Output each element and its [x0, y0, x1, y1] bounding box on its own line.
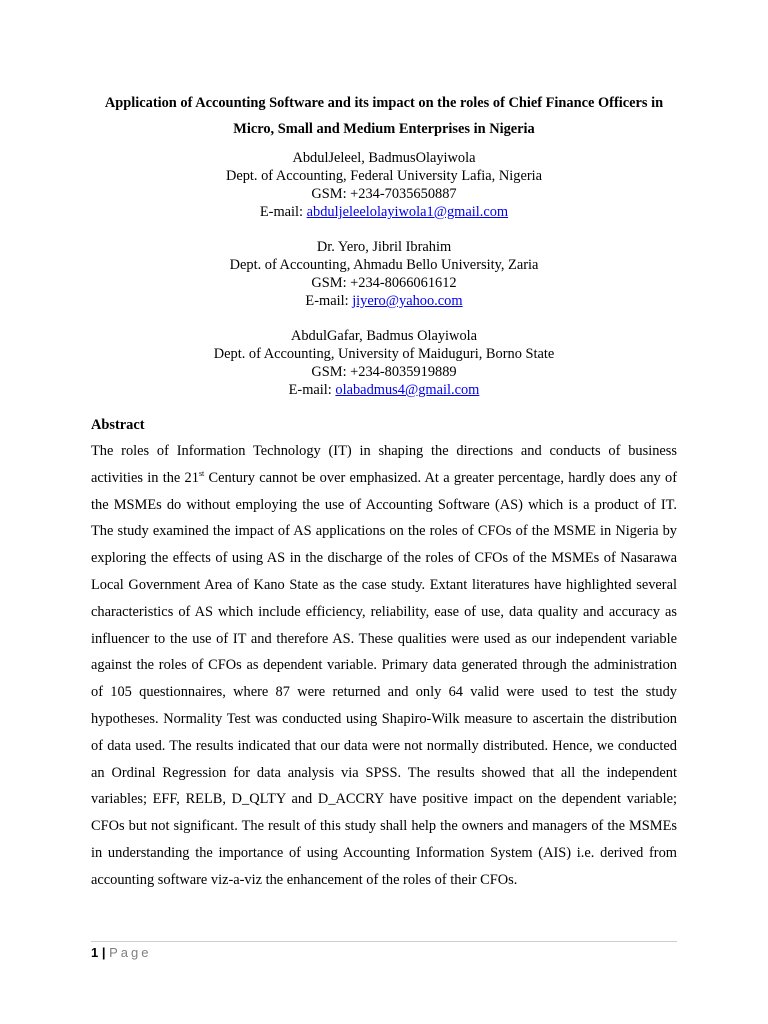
author-block-3 [91, 327, 677, 399]
page-word: Page [109, 945, 152, 960]
author-gsm: GSM: +234-8035919889 [311, 364, 457, 380]
author-name: AbdulGafar, Badmus Olayiwola [290, 328, 478, 344]
paper-title [91, 90, 677, 142]
abstract-heading: Abstract [91, 417, 145, 433]
author-email-link[interactable]: jiyero@yahoo.com [352, 293, 463, 309]
author-gsm: GSM: +234-7035650887 [311, 186, 457, 202]
paper-page [91, 90, 677, 894]
email-label: E-mail: [288, 382, 336, 398]
email-label: E-mail: [259, 204, 307, 220]
page-number: 1 [91, 945, 99, 960]
author-email-link[interactable]: olabadmus4@gmail.com [335, 382, 480, 398]
author-email-line [91, 203, 677, 221]
abstract-part-1: The roles of Information Technology (IT) in shaping the directions and conducts of business activities in the 21 [91, 443, 677, 486]
author-dept: Dept. of Accounting, Ahmadu Bello University, Zaria [229, 257, 539, 273]
author-name: AbdulJeleel, BadmusOlayiwola [292, 150, 476, 166]
page-separator: | [101, 945, 106, 960]
abstract-part-2: Century cannot be over emphasized. At a greater percentage, hardly does any of the MSMEs do without employing the use of Accounting Software (AS) which is a product of IT. The study examined the impact of AS applications on the roles of CFOs of the MSME in Nigeria by exploring the effects of using AS in the discharge of the roles of CFOs of the MSMEs of Nasarawa Local Government Area of Kano State as the case study. Extant literatures have highlighted several characteristics of AS which include efficiency, reliability, ease of use, data quality and accuracy as influencer to the use of IT and therefore AS. These qualities were used as our independent variable against the roles of CFOs as dependent variable. Primary data generated through the administration of 105 questionnaires, where 87 were returned and only 64 valid were used to test the study hypotheses. Normality Test was conducted using Shapiro-Wilk measure to ascertain the distribution of data used. The results indicated that our data were not normally distributed. Hence, we conducted an Ordinal Regression for data analysis via SPSS. The results showed that all the independent variables; EFF, RELB, D_QLTY and D_ACCRY have positive impact on the dependent variable; CFOs but not significant. The result of this study shall help the owners and managers of the MSMEs in understanding the importance of using Accounting Information System (AIS) i.e. derived from accounting software viz-a-viz the enhancement of the roles of their CFOs. [91, 469, 677, 888]
author-email-link[interactable]: abduljeleelolayiwola1@gmail.com [306, 204, 509, 220]
title-line-2: Micro, Small and Medium Enterprises in Nigeria [233, 121, 535, 137]
author-block-2 [91, 238, 677, 310]
email-label: E-mail: [305, 293, 353, 309]
author-name: Dr. Yero, Jibril Ibrahim [316, 239, 452, 255]
ordinal-superscript: st [198, 468, 205, 478]
author-email-line [91, 292, 677, 310]
page-footer [91, 941, 677, 961]
author-email-line [91, 381, 677, 399]
author-dept: Dept. of Accounting, Federal University Lafia, Nigeria [225, 168, 543, 184]
title-line-1: Application of Accounting Software and its impact on the roles of Chief Finance Officers in [104, 95, 664, 111]
author-gsm: GSM: +234-8066061612 [311, 275, 457, 291]
abstract-text [91, 438, 677, 894]
author-dept: Dept. of Accounting, University of Maiduguri, Borno State [213, 346, 555, 362]
author-block-1 [91, 149, 677, 221]
